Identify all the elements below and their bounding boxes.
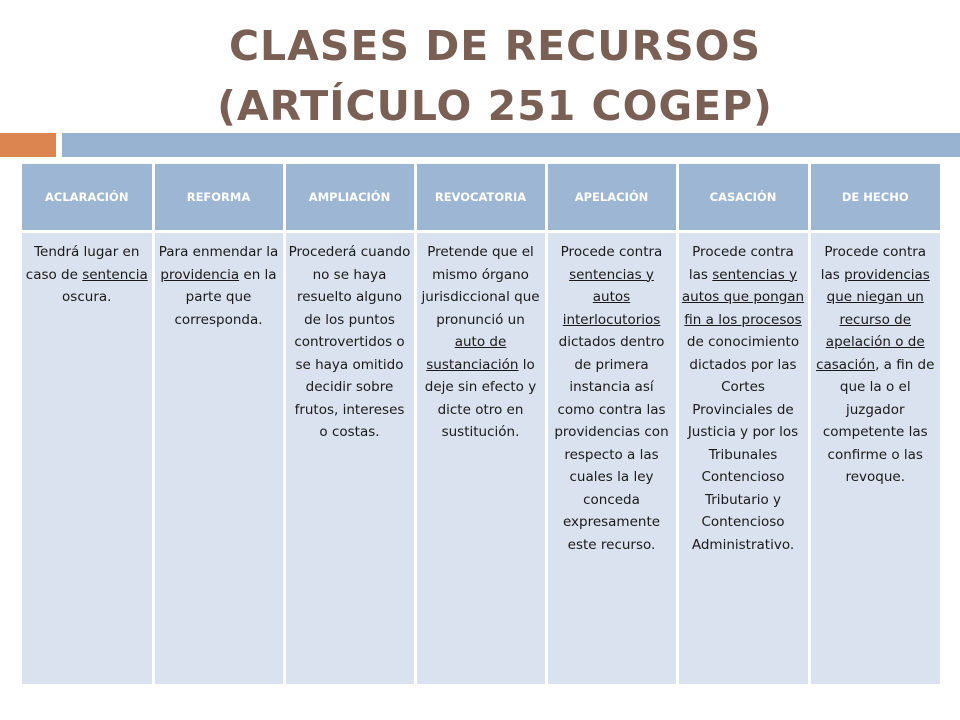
page-title [0, 16, 960, 136]
cell-reforma [153, 232, 284, 685]
header-de-hecho: DE HECHO [809, 164, 940, 232]
cell-text: de conocimiento dictados por las Cortes Provinciales de Justicia y por los Tribunales Contencioso Tributario y Contencioso Administrativo. [686, 334, 800, 553]
header-ampliacion: AMPLIACIÓN [284, 164, 415, 232]
cell-revocatoria [415, 232, 546, 685]
title-line-1: CLASES DE RECURSOS [228, 22, 762, 70]
cell-ampliacion [284, 232, 415, 685]
cell-text: Procede contra [560, 244, 663, 260]
accent-bar-orange [0, 133, 56, 157]
cell-text-underlined: sentencia [82, 266, 148, 283]
cell-text: en la parte que corresponda. [174, 266, 277, 328]
cell-text-underlined: providencias que niegan un recurso de apelación o de casación [816, 266, 930, 373]
cell-text: dictados dentro de primera instancia así como contra las providencias con respecto a las cuales la ley conceda expresamente este recurso. [554, 334, 669, 553]
cell-aclaracion [22, 232, 153, 685]
cell-text-underlined: auto de sustanciación [426, 334, 519, 373]
cell-text: oscura. [62, 289, 112, 305]
description-row [22, 232, 940, 685]
header-aclaracion: ACLARACIÓN [22, 164, 153, 232]
cell-text: Para enmendar la [158, 244, 279, 260]
header-reforma: REFORMA [153, 164, 284, 232]
cell-text: Procederá cuando no se haya resuelto alguno de los puntos controvertidos o se haya omitido decidir sobre frutos, intereses o costas. [288, 244, 411, 440]
header-revocatoria: REVOCATORIA [415, 164, 546, 232]
cell-text-underlined: sentencias y autos interlocutorios [562, 266, 661, 328]
cell-text: Tendrá lugar en caso de [25, 244, 140, 283]
cell-text: Procede contra las [688, 244, 794, 283]
header-row [22, 164, 940, 232]
cell-text-underlined: sentencias y autos que pongan fin a los procesos [681, 266, 805, 328]
recursos-table [22, 164, 940, 684]
cell-casacion [677, 232, 809, 685]
title-line-2: (ARTÍCULO 251 COGEP) [217, 82, 773, 130]
cell-de-hecho [809, 232, 940, 685]
cell-apelacion [546, 232, 677, 685]
accent-bar-blue [62, 133, 960, 157]
cell-text: Pretende que el mismo órgano jurisdiccional que pronunció un [421, 244, 540, 328]
cell-text: Procede contra las [820, 244, 927, 283]
cell-text-underlined: providencia [160, 266, 240, 283]
header-apelacion: APELACIÓN [546, 164, 677, 232]
cell-text: , a fin de que la o el juzgador competente las confirme o las revoque. [822, 356, 935, 485]
cell-text: lo deje sin efecto y dicte otro en sustitución. [424, 356, 537, 440]
header-casacion: CASACIÓN [677, 164, 809, 232]
